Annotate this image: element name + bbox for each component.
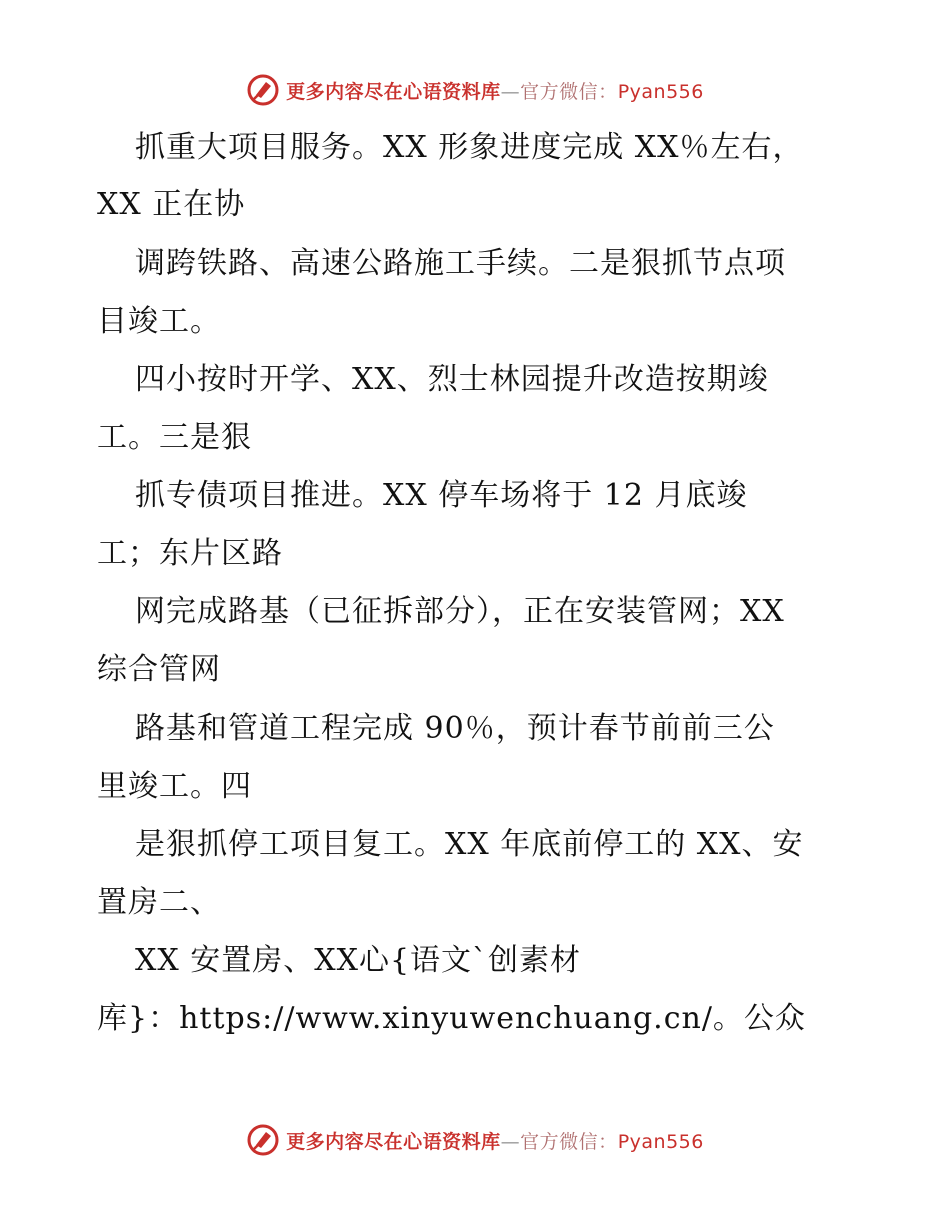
footer-banner-label: 官方微信： — [520, 1130, 618, 1153]
header-banner-label: 官方微信： — [520, 80, 618, 103]
body-line: 抓专债项目推进。XX 停车场将于 12 月底竣 — [135, 478, 748, 513]
header-banner-text — [286, 77, 704, 104]
header-banner-separator: — — [500, 80, 521, 103]
header-banner-wechat-id: Pyan556 — [617, 80, 704, 103]
body-line: 工；东片区路 — [97, 536, 283, 571]
body-line: XX 正在协 — [97, 187, 246, 222]
body-line: 四小按时开学、XX、烈士林园提升改造按期竣 — [135, 362, 769, 397]
header-banner-main: 更多内容尽在心语资料库 — [286, 80, 501, 103]
body-line: 库}：https://www.xinyuwenchuang.cn/。公众 — [97, 1001, 806, 1036]
brand-logo-icon — [246, 1123, 280, 1157]
header-banner — [0, 70, 950, 110]
body-line: 路基和管道工程完成 90％，预计春节前前三公 — [135, 711, 775, 746]
body-line: XX 安置房、XX心{语文`创素材 — [135, 943, 582, 978]
body-line: 是狠抓停工项目复工。XX 年底前停工的 XX、安 — [135, 827, 804, 862]
body-line: 里竣工。四 — [97, 769, 252, 804]
body-line: 调跨铁路、高速公路施工手续。二是狠抓节点项 — [135, 246, 786, 281]
brand-logo-icon — [246, 73, 280, 107]
footer-banner — [0, 1120, 950, 1160]
body-line: 置房二、 — [97, 885, 221, 920]
footer-banner-text — [286, 1127, 704, 1154]
body-line: 抓重大项目服务。XX 形象进度完成 XX％左右， — [135, 130, 804, 165]
footer-banner-separator: — — [500, 1130, 521, 1153]
body-line: 综合管网 — [97, 652, 221, 687]
footer-banner-main: 更多内容尽在心语资料库 — [286, 1130, 501, 1153]
body-line: 工。三是狠 — [97, 420, 252, 455]
body-line: 目竣工。 — [97, 304, 221, 339]
body-line: 网完成路基（已征拆部分），正在安装管网；XX — [135, 594, 785, 629]
footer-banner-wechat-id: Pyan556 — [617, 1130, 704, 1153]
